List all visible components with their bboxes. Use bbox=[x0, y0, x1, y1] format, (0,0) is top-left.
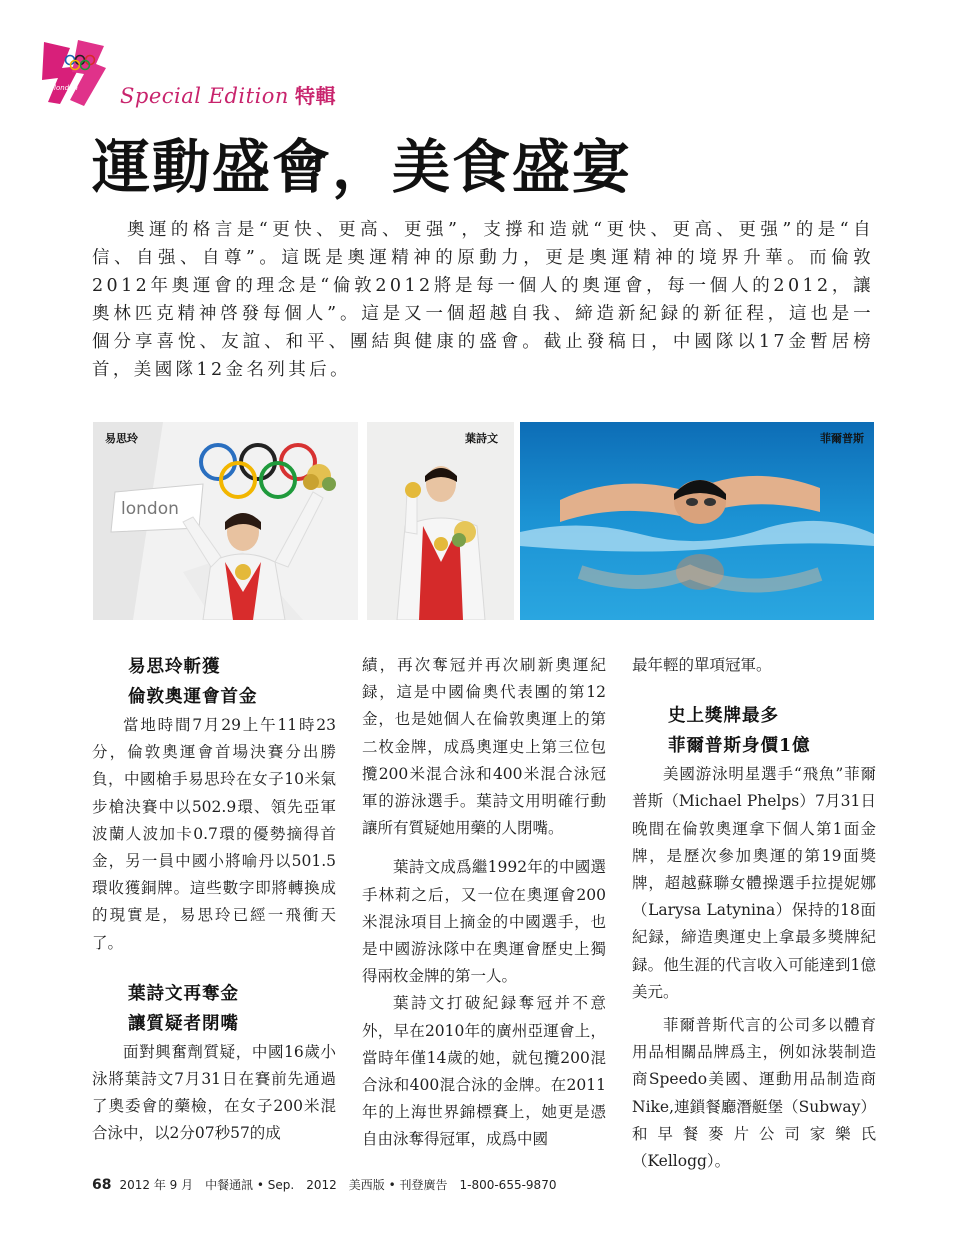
section-heading-ye bbox=[92, 979, 336, 1039]
column-2 bbox=[362, 652, 606, 1154]
photo-caption: 易思玲 bbox=[105, 432, 138, 445]
heading-line: 倫敦奧運會首金 bbox=[128, 687, 258, 707]
heading-line: 葉詩文再奪金 bbox=[128, 983, 239, 1004]
intro-paragraph: 奧運的格言是“更快、更高、更强”，支撐和造就“更快、更高、更强”的是“自信、自强、自尊”。這既是奧運精神的原動力，更是奧運精神的境界升華。而倫敦2012年奧運會的理念是“倫敦2012將是每一個人的奧運會，每一個人的2012，讓奧林匹克精神啓發每個人”。這是又一個超越自我、締造新紀録的新征程，這也是一個分享喜悅、友誼、和平、團結與健康的盛會。截止發稿日，中國隊以17金暫居榜首，美國隊12金名列其后。 bbox=[92, 220, 874, 380]
section-heading-yi bbox=[92, 652, 336, 712]
heading-line: 史上獎牌最多 bbox=[668, 706, 779, 727]
paragraph: 最年輕的單項冠軍。 bbox=[632, 656, 772, 674]
article-intro bbox=[92, 216, 874, 384]
svg-text:london: london bbox=[121, 499, 179, 519]
heading-line: 易思玲斬獲 bbox=[128, 657, 221, 677]
special-edition-en: Special Edition bbox=[120, 84, 289, 108]
paragraph: 績，再次奪冠并再次刷新奧運紀録，這是中國倫奧代表團的第12金，也是她個人在倫敦奧運上的第二枚金牌，成爲奧運史上第三位包攬200米混合泳和400米混合泳冠軍的游泳選手。葉詩文用明確行動讓所有質疑她用藥的人閉嘴。 bbox=[362, 656, 606, 838]
page-footer bbox=[92, 1176, 556, 1193]
page-number: 68 bbox=[92, 1177, 112, 1193]
special-edition-zh: 特輯 bbox=[294, 84, 336, 108]
paragraph: 當地時間7月29上午11時23分，倫敦奧運會首場決賽分出勝負，中國槍手易思玲在女子10米氣步槍決賽中以502.9環、領先亞軍波蘭人波加卡0.7環的優勢摘得首金，另一員中國小將喻丹以501.5環收獲銅牌。這些數字即將轉換成的現實是，易思玲已經一飛衝天了。 bbox=[92, 716, 336, 952]
photo-phelps bbox=[520, 422, 874, 620]
paragraph: 葉詩文打破紀録奪冠并不意外，早在2010年的廣州亞運會上，當時年僅14歲的她，就包攬200混合泳和400混合泳的金牌。在2011年的上海世界錦標賽上，她更是憑自由泳奪得冠軍，成爲中國 bbox=[362, 994, 606, 1149]
photo-yi-siling bbox=[93, 422, 358, 620]
paragraph: 美國游泳明星選手“飛魚”菲爾普斯（Michael Phelps）7月31日晚間在倫敦奧運拿下個人第1面金牌，是歷次參加奧運的第19面獎牌，超越蘇聯女體操選手拉提妮娜（Larysa Latynina）保持的18面紀録，締造奧運史上拿最多獎牌紀録。他生涯的代言收入可能達到1億美元。 bbox=[632, 765, 876, 1001]
photo-ye-shiwen bbox=[367, 422, 514, 620]
heading-line: 菲爾普斯身價1億 bbox=[668, 736, 811, 757]
section-heading-phelps bbox=[632, 701, 876, 761]
photo-caption: 葉詩文 bbox=[465, 432, 498, 445]
column-3 bbox=[632, 652, 876, 1175]
special-edition-label bbox=[120, 80, 336, 109]
column-1 bbox=[92, 652, 336, 1148]
footer-text: 2012 年 9 月 中餐通訊 • Sep. 2012 美西版 • 刊登廣告 1-800-655-9870 bbox=[119, 1178, 557, 1192]
paragraph: 菲爾普斯代言的公司多以體育用品相關品牌爲主，例如泳裝制造商Speedo美國、運動用品制造商Nike,連鎖餐廳潛艇堡（Subway）和早餐麥片公司家樂氏（Kellogg）。 bbox=[632, 1016, 876, 1171]
london-2012-logo bbox=[40, 38, 108, 108]
svg-text:london: london bbox=[54, 84, 78, 92]
paragraph: 葉詩文成爲繼1992年的中國選手林莉之后，又一位在奧運會200米混泳項目上摘金的中國選手，也是中國游泳隊中在奧運會歷史上獨得兩枚金牌的第一人。 bbox=[362, 858, 606, 986]
article-title: 運動盛會，美食盛宴 bbox=[92, 133, 633, 201]
paragraph: 面對興奮劑質疑，中國16歲小泳將葉詩文7月31日在賽前先通過了奧委會的藥檢，在女子200米混合泳中，以2分07秒57的成 bbox=[92, 1042, 336, 1143]
heading-line: 讓質疑者閉嘴 bbox=[128, 1013, 239, 1034]
photo-caption: 菲爾普斯 bbox=[820, 432, 864, 445]
